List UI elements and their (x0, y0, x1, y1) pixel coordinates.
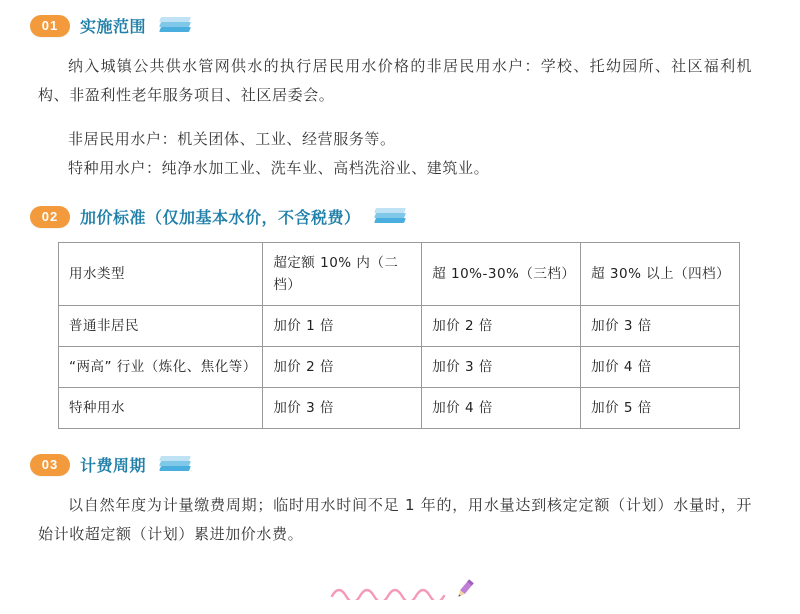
document-page (0, 14, 800, 614)
table-cell: 普通非居民 (59, 306, 263, 347)
table-header-cell: 超 10%-30%（三档） (422, 243, 581, 306)
section-number-badge: 02 (30, 206, 70, 228)
rate-table (58, 242, 740, 429)
section-number-badge: 01 (30, 15, 70, 37)
paragraph: 纳入城镇公共供水管网供水的执行居民用水价格的非居民用水户：学校、托幼园所、社区福利机构、非盈利性老年服务项目、社区居委会。 (38, 57, 752, 104)
table-cell: 加价 4 倍 (581, 347, 740, 388)
pencil-icon (452, 576, 478, 602)
section-title: 实施范围 (80, 17, 147, 36)
table-cell: 特种用水 (59, 388, 263, 429)
book-icon (160, 17, 190, 34)
table-header-cell: 超 30% 以上（四档） (581, 243, 740, 306)
section-title: 加价标准（仅加基本水价，不含税费） (80, 208, 361, 227)
section-header-03 (30, 453, 770, 476)
table-row (59, 388, 740, 429)
book-icon (160, 456, 190, 473)
footer-decoration (0, 572, 800, 606)
table-cell: 加价 3 倍 (422, 347, 581, 388)
table-cell: 加价 5 倍 (581, 388, 740, 429)
paragraph: 以自然年度为计量缴费周期；临时用水时间不足 1 年的，用水量达到核定定额（计划）水量时，开始计收超定额（计划）累进加价水费。 (38, 496, 752, 543)
section-header-01 (30, 14, 770, 37)
table-cell: “两高” 行业（炼化、焦化等） (59, 347, 263, 388)
paragraph: 非居民用水户：机关团体、工业、经营服务等。 (68, 130, 396, 148)
squiggle-icon (330, 582, 450, 600)
section-number-badge: 03 (30, 454, 70, 476)
table-row (59, 306, 740, 347)
table-cell: 加价 2 倍 (263, 347, 422, 388)
table-header-cell: 用水类型 (59, 243, 263, 306)
rate-table-wrapper (30, 242, 770, 429)
paragraph: 特种用水户：纯净水加工业、洗车业、高档洗浴业、建筑业。 (68, 159, 490, 177)
table-header-row (59, 243, 740, 306)
section-header-02 (30, 205, 770, 228)
table-cell: 加价 3 倍 (581, 306, 740, 347)
section-title: 计费周期 (80, 456, 147, 475)
table-cell: 加价 3 倍 (263, 388, 422, 429)
book-icon (375, 208, 405, 225)
table-cell: 加价 1 倍 (263, 306, 422, 347)
table-header-cell: 超定额 10% 内（二档） (263, 243, 422, 306)
section-01-body (30, 52, 770, 183)
table-cell: 加价 4 倍 (422, 388, 581, 429)
table-row (59, 347, 740, 388)
section-03-body (30, 491, 770, 549)
table-cell: 加价 2 倍 (422, 306, 581, 347)
